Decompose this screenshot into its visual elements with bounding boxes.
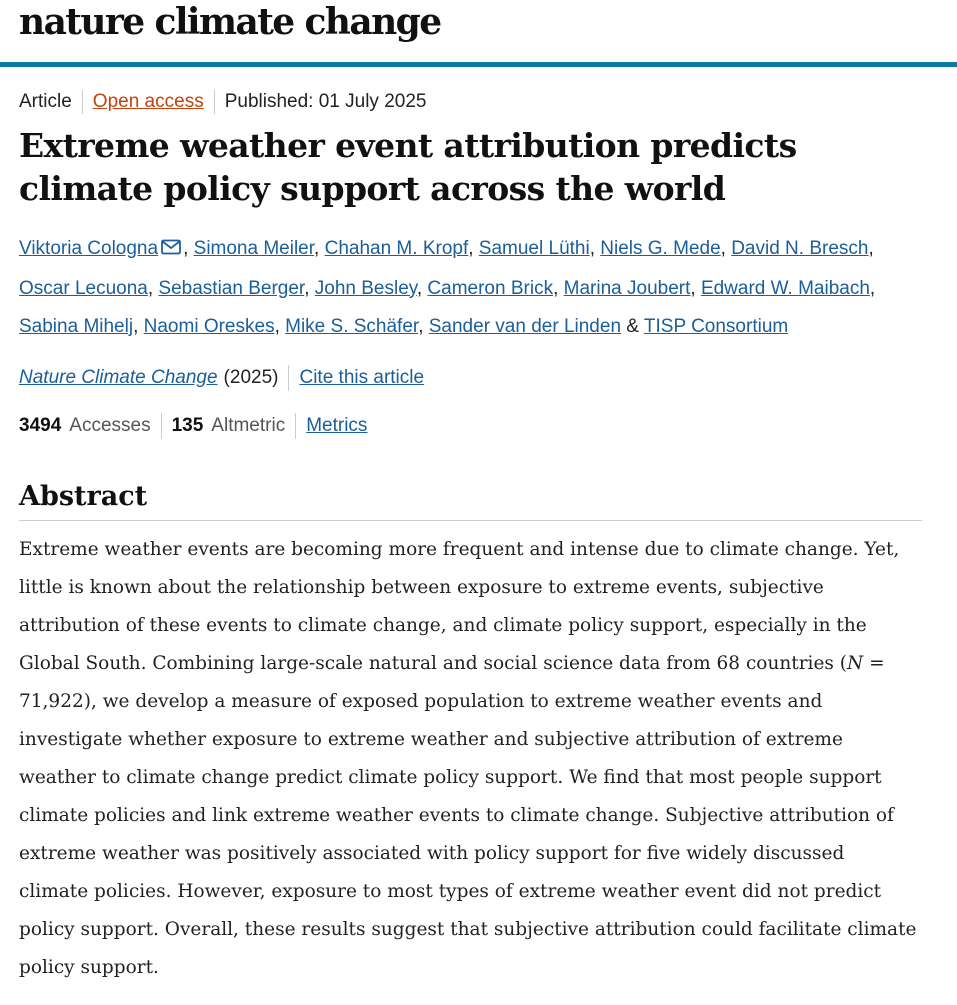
- author-link[interactable]: David N. Bresch: [731, 238, 869, 259]
- accesses-label: Accesses: [69, 414, 151, 436]
- author-list: Viktoria Cologna , Simona Meiler, Chahan M. Kropf, Samuel Lüthi, Niels G. Mede, David N. Bresch, Oscar Lecuona, Sebastian Berger, John Besley, Cameron Brick, Marina Joubert, Edward W. Maibach, Sabina Mihelj, Naomi Oreskes, Mike S. Schäfer, Sander van der Linden & TISP Consortium: [19, 230, 922, 347]
- author-link[interactable]: Chahan M. Kropf: [324, 238, 469, 259]
- abstract-text-part: = 71,922), we develop a measure of exposed population to extreme weather events and investigate whether exposure to extreme weather and subjective attribution of extreme weather to climate change predict climate policy support. We find that most people support climate policies and link extreme weather events to climate change. Subjective attribution of extreme weather was positively associated with policy support for five widely discussed climate policies. However, exposure to most types of extreme weather event did not predict policy support. Overall, these results suggest that subjective attribution could facilitate climate policy support.: [19, 652, 917, 978]
- author-link[interactable]: Edward W. Maibach: [700, 277, 870, 299]
- author-link[interactable]: Sander van der Linden: [428, 316, 622, 337]
- author-link[interactable]: Simona Meiler: [193, 238, 315, 259]
- site-header: [0, 0, 957, 67]
- metrics-divider: [161, 413, 162, 439]
- accesses-count: 3494: [19, 414, 62, 436]
- meta-divider: [82, 90, 83, 114]
- abstract-text-part: Extreme weather events are becoming more frequent and intense due to climate change. Yet, little is known about the relationship between exposure to extreme events, subjective attribution of these events to climate change, and climate policy support, especially in the Global South. Combining large-scale natural and social science data from 68 countries (: [19, 538, 900, 674]
- citation-divider: [288, 365, 289, 391]
- author-link[interactable]: Marina Joubert: [563, 277, 691, 299]
- author-link[interactable]: Samuel Lüthi: [478, 238, 590, 259]
- author-link[interactable]: Viktoria Cologna: [19, 238, 159, 259]
- author-link[interactable]: Niels G. Mede: [600, 238, 721, 259]
- citation-row: [19, 363, 922, 393]
- article-title: Extreme weather event attribution predicts climate policy support across the world: [19, 126, 797, 208]
- sample-size-symbol: N: [847, 652, 864, 674]
- article-meta: [19, 88, 922, 116]
- journal-link[interactable]: Nature Climate Change: [19, 366, 218, 388]
- publication-year: (2025): [223, 366, 279, 388]
- cite-article-link[interactable]: Cite this article: [299, 366, 425, 388]
- author-link[interactable]: John Besley: [314, 277, 417, 299]
- meta-divider: [214, 90, 215, 114]
- author-link[interactable]: Sabina Mihelj: [19, 316, 134, 337]
- author-link[interactable]: Mike S. Schäfer: [285, 316, 419, 337]
- metrics-link[interactable]: Metrics: [306, 414, 368, 436]
- abstract-heading: Abstract: [19, 481, 922, 521]
- altmetric-label: Altmetric: [211, 414, 286, 436]
- open-access-link[interactable]: Open access: [92, 91, 204, 112]
- mail-icon[interactable]: [161, 231, 181, 270]
- altmetric-count: 135: [171, 414, 204, 436]
- metrics-divider: [295, 413, 296, 439]
- article-header: [19, 88, 922, 1005]
- published-date: Published: 01 July 2025: [224, 91, 427, 112]
- author-link[interactable]: TISP Consortium: [643, 316, 789, 337]
- metrics-row: [19, 411, 922, 441]
- author-link[interactable]: Oscar Lecuona: [19, 277, 148, 299]
- journal-logo[interactable]: nature climate change: [19, 1, 441, 43]
- abstract-text: [19, 531, 919, 987]
- article-type: Article: [19, 91, 72, 112]
- author-link[interactable]: Naomi Oreskes: [143, 316, 275, 337]
- author-link[interactable]: Cameron Brick: [427, 277, 554, 299]
- author-link[interactable]: Sebastian Berger: [158, 277, 305, 299]
